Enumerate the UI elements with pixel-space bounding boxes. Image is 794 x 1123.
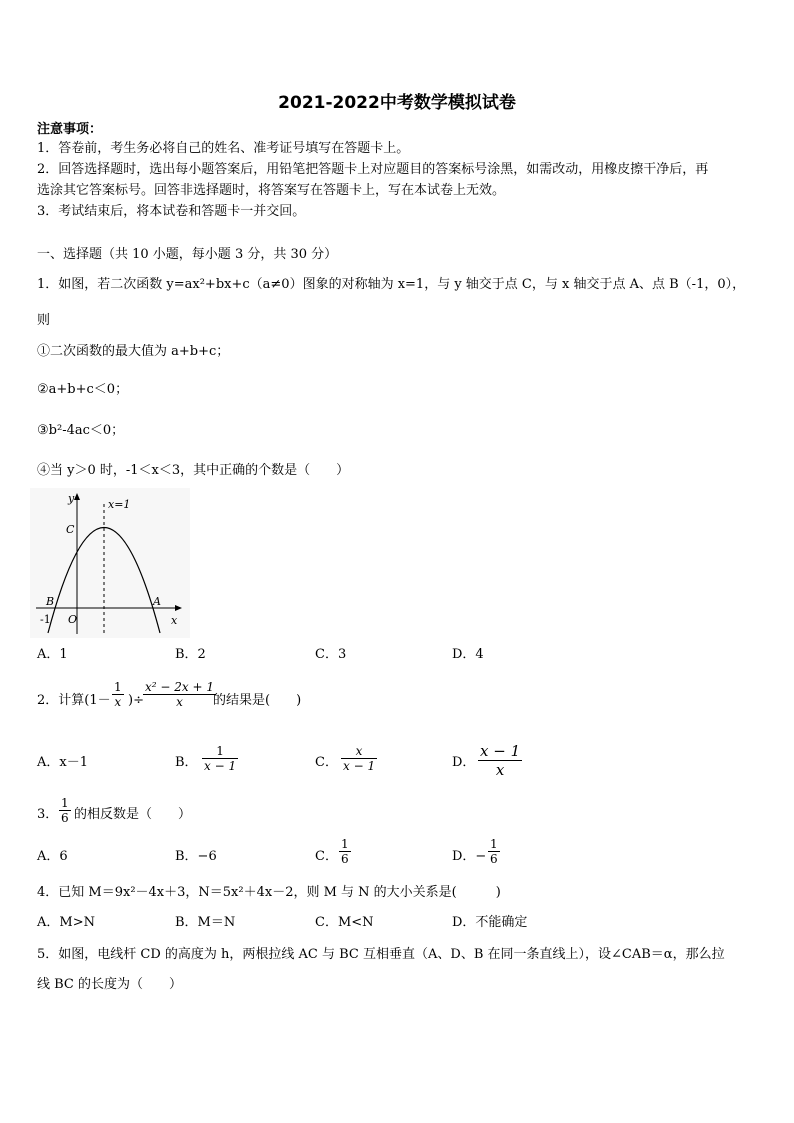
neg-one-label: -1 — [40, 613, 51, 626]
q2-fraction-1-num: 1 — [114, 680, 122, 694]
section-heading: 一、选择题（共 10 小题，每小题 3 分，共 30 分） — [37, 247, 338, 262]
q4-option-d[interactable]: D．不能确定 — [452, 915, 528, 930]
q3-option-c-den: 6 — [341, 852, 349, 866]
x-label: x — [171, 614, 178, 627]
q2-option-c-num: x — [355, 744, 363, 758]
q4-stem: 4．已知 M＝9x²－4x＋3，N＝5x²＋4x－2，则 M 与 N 的大小关系是( ) — [37, 885, 501, 900]
point-c-label: C — [66, 523, 75, 536]
point-b-label: B — [46, 595, 55, 608]
q3-fraction-num: 1 — [61, 796, 69, 810]
q2-option-a[interactable]: A．x－1 — [37, 755, 88, 770]
q3-option-c-label[interactable]: C． — [315, 849, 338, 864]
q3-option-d-label[interactable]: D．− — [452, 849, 487, 864]
q2-fraction-1 — [112, 680, 124, 709]
notes-heading: 注意事项： — [37, 122, 103, 137]
q3-option-a[interactable]: A．6 — [37, 849, 68, 864]
y-label: y — [68, 492, 75, 505]
q3-fraction — [59, 796, 71, 825]
q1-stem-line2: 则 — [37, 313, 51, 328]
q3-option-d-num: 1 — [490, 837, 498, 851]
notes-item-1: 1．答卷前，考生务必将自己的姓名、准考证号填写在答题卡上。 — [37, 141, 410, 156]
q5-stem-line1: 5．如图，电线杆 CD 的高度为 h，两根拉线 AC 与 BC 互相垂直（A、D、B 在同一条直线上），设∠CAB＝α，那么拉 — [37, 947, 725, 962]
q1-statement-3: ③b²-4ac＜0； — [37, 423, 125, 438]
q2-option-c-label[interactable]: C． — [315, 755, 338, 770]
q3-option-b[interactable]: B．−6 — [175, 849, 217, 864]
q2-option-d-num: x − 1 — [480, 742, 521, 760]
q1-statement-1: ①二次函数的最大值为 a+b+c； — [37, 344, 230, 359]
origin-label: O — [68, 613, 78, 626]
q5-stem-line2: 线 BC 的长度为（ ） — [37, 977, 183, 992]
q1-stem-line1: 1．如图，若二次函数 y=ax²+bx+c（a≠0）图象的对称轴为 x=1，与 y 轴交于点 C，与 x 轴交于点 A、点 B（-1，0）， — [37, 277, 746, 292]
parabola-figure — [30, 488, 190, 638]
q1-option-d[interactable]: D．4 — [452, 647, 484, 662]
q2-fraction-2-num: x² − 2x + 1 — [145, 680, 214, 694]
page-title: 2021-2022中考数学模拟试卷 — [278, 93, 516, 113]
q2-fraction-1-den: x — [112, 694, 124, 709]
q2-option-b-label[interactable]: B． — [175, 755, 198, 770]
q2-option-c-den: x − 1 — [343, 759, 376, 773]
q1-option-c[interactable]: C．3 — [315, 647, 347, 662]
q3-prefix: 3． — [37, 807, 59, 822]
q2-option-c-fraction — [341, 744, 377, 773]
q2-prefix: 2．计算(1－ — [37, 693, 111, 708]
q2-fraction-2 — [143, 680, 216, 709]
q1-statement-2: ②a+b+c＜0； — [37, 382, 129, 397]
q4-option-a[interactable]: A．M>N — [37, 915, 95, 930]
q2-divide: )÷ — [128, 693, 144, 708]
q3-suffix: 的相反数是（ ） — [74, 807, 192, 822]
q4-option-c[interactable]: C．M<N — [315, 915, 374, 930]
q3-option-c-fraction — [339, 837, 351, 866]
point-a-label: A — [153, 595, 161, 608]
q1-statement-4: ④当 y＞0 时，-1＜x＜3，其中正确的个数是（ ） — [37, 463, 350, 478]
notes-item-2b: 选涂其它答案标号。回答非选择题时，将答案写在答题卡上，写在本试卷上无效。 — [37, 183, 506, 198]
q3-option-d-fraction — [488, 837, 500, 866]
q2-option-b-fraction — [202, 744, 238, 773]
q2-option-d-label[interactable]: D． — [452, 755, 476, 770]
q4-option-b[interactable]: B．M＝N — [175, 915, 236, 930]
q2-suffix: 的结果是( ) — [213, 693, 302, 708]
q1-option-b[interactable]: B．2 — [175, 647, 206, 662]
q2-option-d-den: x — [478, 760, 522, 779]
q2-option-b-num: 1 — [216, 744, 224, 758]
q2-fraction-2-den: x — [143, 694, 216, 709]
q2-option-d-fraction — [478, 742, 522, 779]
q3-option-c-num: 1 — [341, 837, 349, 851]
symmetry-label: x=1 — [108, 498, 131, 511]
notes-item-2a: 2．回答选择题时，选出每小题答案后，用铅笔把答题卡上对应题目的答案标号涂黑，如需改动，用橡皮擦干净后，再 — [37, 162, 709, 177]
q3-fraction-den: 6 — [61, 811, 69, 825]
q2-option-b-den: x − 1 — [204, 759, 237, 773]
notes-item-3: 3．考试结束后，将本试卷和答题卡一并交回。 — [37, 204, 306, 219]
q1-option-a[interactable]: A．1 — [37, 647, 68, 662]
q3-option-d-den: 6 — [490, 852, 498, 866]
